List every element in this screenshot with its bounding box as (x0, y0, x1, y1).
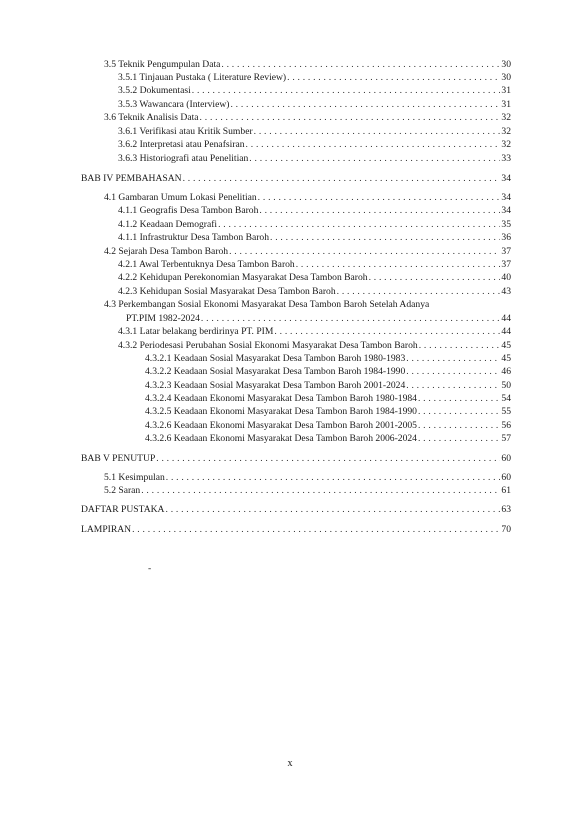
toc-leader-dots (406, 365, 500, 378)
toc-leader-dots (287, 71, 500, 84)
toc-entry-page: 34 (501, 173, 511, 184)
toc-leader-dots (132, 523, 500, 536)
toc-entry-page: 32 (501, 112, 511, 123)
toc-entry-page: 44 (501, 313, 511, 324)
toc-leader-dots (229, 245, 500, 258)
toc-entry (145, 365, 511, 378)
toc-entry-title: BAB V PENUTUP (81, 453, 156, 464)
toc-chapter (81, 172, 511, 185)
toc-entry (118, 71, 511, 84)
toc-leader-dots (166, 503, 501, 516)
toc-entry-page: 63 (501, 504, 511, 515)
toc-leader-dots (249, 152, 500, 165)
toc-entry (145, 419, 511, 432)
toc-leader-dots (419, 339, 501, 352)
toc-entry-page: 55 (501, 406, 511, 417)
toc-entry-continuation (126, 312, 511, 325)
toc-entry-title: 4.1.1 Geografis Desa Tambon Baroh (118, 205, 259, 216)
toc-entry-page: 40 (501, 272, 511, 283)
toc-entry-page: 30 (501, 72, 511, 83)
toc-entry (145, 405, 511, 418)
toc-entry (118, 152, 511, 165)
toc-entry-title: 4.1.1 Infrastruktur Desa Tambon Baroh (118, 232, 270, 243)
toc-entry-title: 4.3.1 Latar belakang berdirinya PT. PIM (118, 326, 274, 337)
toc-entry-page: 34 (501, 205, 511, 216)
toc-entry-title: 3.6.1 Verifikasi atau Kritik Sumber (118, 126, 253, 137)
toc-entry (118, 125, 511, 138)
toc-entry-title: 3.5.3 Wawancara (Interview) (118, 99, 230, 110)
toc-entry-title: 4.3.2 Periodesasi Perubahan Sosial Ekonomi Masyarakat Desa Tambon Baroh (118, 340, 418, 351)
toc-entry (118, 84, 511, 97)
toc-entry-title: 4.3 Perkembangan Sosial Ekonomi Masyarakat Desa Tambon Baroh Setelah Adanya (104, 299, 430, 310)
toc-entry (118, 271, 511, 284)
toc-entry-title: PT.PIM 1982-2024 (126, 313, 200, 324)
toc-entry-title: BAB IV PEMBAHASAN (81, 173, 182, 184)
toc-entry-page: 56 (501, 420, 511, 431)
toc-entry-page: 34 (501, 192, 511, 203)
toc-entry (104, 245, 511, 258)
toc-entry-title: 4.3.2.5 Keadaan Ekonomi Masyarakat Desa Tambon Baroh 1984-1990 (145, 406, 417, 417)
toc-entry (118, 218, 511, 231)
toc-leader-dots (201, 312, 500, 325)
toc-entry (145, 432, 511, 445)
toc-leader-dots (183, 172, 501, 185)
toc-leader-dots (337, 285, 501, 298)
toc-entry-page: 36 (501, 232, 511, 243)
toc-entry (118, 285, 511, 298)
toc-leader-dots (418, 419, 500, 432)
toc-entry-title: 4.1.2 Keadaan Demografi (118, 219, 218, 230)
toc-leader-dots (156, 452, 500, 465)
toc-entry-page: 31 (501, 85, 511, 96)
toc-chapter (81, 523, 511, 536)
toc-entry-title: 3.5 Teknik Pengumpulan Data (104, 59, 221, 70)
toc-entry-title: 4.2 Sejarah Desa Tambon Baroh (104, 246, 229, 257)
toc-entry-title: 4.1 Gambaran Umum Lokasi Penelitian (104, 192, 257, 203)
toc-entry-page: 30 (501, 59, 511, 70)
toc-leader-dots (230, 98, 500, 111)
toc-entry-page: 35 (501, 219, 511, 230)
toc-entry (104, 111, 511, 124)
toc-entry (104, 58, 511, 71)
toc-entry (118, 98, 511, 111)
toc-leader-dots (406, 352, 500, 365)
toc-entry-title: 4.3.2.4 Keadaan Ekonomi Masyarakat Desa Tambon Baroh 1980-1984 (145, 393, 417, 404)
toc-entry-page: 50 (501, 380, 511, 391)
toc-entry-page: 60 (501, 453, 511, 464)
toc-entry-title: DAFTAR PUSTAKA (81, 504, 165, 515)
toc-entry-page: 33 (501, 153, 511, 164)
toc-entry-title: 3.6 Teknik Analisis Data (104, 112, 199, 123)
toc-entry-title: LAMPIRAN (81, 524, 132, 535)
toc-leader-dots (418, 432, 500, 445)
toc-leader-dots (221, 58, 500, 71)
toc-entry (145, 379, 511, 392)
toc-entry (145, 392, 511, 405)
toc-leader-dots (369, 271, 501, 284)
toc-entry-title: 4.2.2 Kehidupan Perekonomian Masyarakat Desa Tambon Baroh (118, 272, 368, 283)
toc-entry-page: 43 (501, 286, 511, 297)
toc-entry (118, 231, 511, 244)
toc-leader-dots (166, 471, 501, 484)
toc-leader-dots (418, 405, 500, 418)
toc-entry-title: 5.2 Saran (104, 485, 141, 496)
toc-leader-dots (200, 111, 501, 124)
toc-leader-dots (218, 218, 500, 231)
toc-entry-title: 4.2.3 Kehidupan Sosial Masyarakat Desa Tambon Baroh (118, 286, 336, 297)
toc-entry-title: 4.3.2.6 Keadaan Ekonomi Masyarakat Desa Tambon Baroh 2006-2024 (145, 433, 417, 444)
toc-entry-page: 37 (501, 259, 511, 270)
toc-entry (145, 352, 511, 365)
toc-chapter (81, 452, 511, 465)
toc-entry-title: 4.2.1 Awal Terbentuknya Desa Tambon Baroh (118, 259, 295, 270)
toc-entry-page: 70 (501, 524, 511, 535)
toc-entry (118, 325, 511, 338)
toc-entry (118, 258, 511, 271)
toc-entry (104, 484, 511, 497)
toc-entry-page: 44 (501, 326, 511, 337)
toc-entry (118, 138, 511, 151)
toc-entry-title: 4.3.2.1 Keadaan Sosial Masyarakat Desa Tambon Baroh 1980-1983 (145, 353, 406, 364)
toc-leader-dots (246, 138, 501, 151)
toc-entry-page: 31 (501, 99, 511, 110)
toc-entry (118, 339, 511, 352)
toc-entry-page: 54 (501, 393, 511, 404)
stray-mark: - (148, 563, 152, 574)
toc-entry-page: 60 (501, 472, 511, 483)
toc-leader-dots (406, 379, 500, 392)
toc-entry-page: 32 (501, 126, 511, 137)
toc-leader-dots (274, 325, 500, 338)
toc-entry-page: 45 (501, 340, 511, 351)
toc-entry-title: 4.3.2.2 Keadaan Sosial Masyarakat Desa Tambon Baroh 1984-1990 (145, 366, 406, 377)
toc-entry (104, 191, 511, 204)
toc-leader-dots (192, 84, 501, 97)
toc-entry-page: 32 (501, 139, 511, 150)
toc-entry (104, 471, 511, 484)
toc-entry-page: 46 (501, 366, 511, 377)
toc-entry-title: 4.3.2.6 Keadaan Ekonomi Masyarakat Desa Tambon Baroh 2001-2005 (145, 420, 417, 431)
toc-leader-dots (270, 231, 500, 244)
toc-leader-dots (296, 258, 501, 271)
toc-leader-dots (254, 125, 501, 138)
toc-leader-dots (258, 191, 501, 204)
toc-entry-page: 61 (501, 485, 511, 496)
toc-leader-dots (259, 204, 500, 217)
toc-entry-page: 45 (501, 353, 511, 364)
toc-leader-dots (418, 392, 500, 405)
toc-chapter (81, 503, 511, 516)
toc-entry-title: 3.6.3 Historiografi atau Penelitian (118, 153, 249, 164)
toc-entry-title: 3.5.1 Tinjauan Pustaka ( Literature Review) (118, 72, 287, 83)
toc-entry (118, 204, 511, 217)
toc-entry-title: 4.3.2.3 Keadaan Sosial Masyarakat Desa Tambon Baroh 2001-2024 (145, 380, 406, 391)
toc-entry-title: 3.6.2 Interpretasi atau Penafsiran (118, 139, 245, 150)
toc-entry-title: 5.1 Kesimpulan (104, 472, 165, 483)
toc-entry-heading (104, 298, 511, 311)
toc-entry-title: 3.5.2 Dokumentasi (118, 85, 191, 96)
toc-entry-page: 57 (501, 433, 511, 444)
page-number: x (287, 758, 293, 769)
toc-entry-page: 37 (501, 246, 511, 257)
toc-leader-dots (141, 484, 500, 497)
